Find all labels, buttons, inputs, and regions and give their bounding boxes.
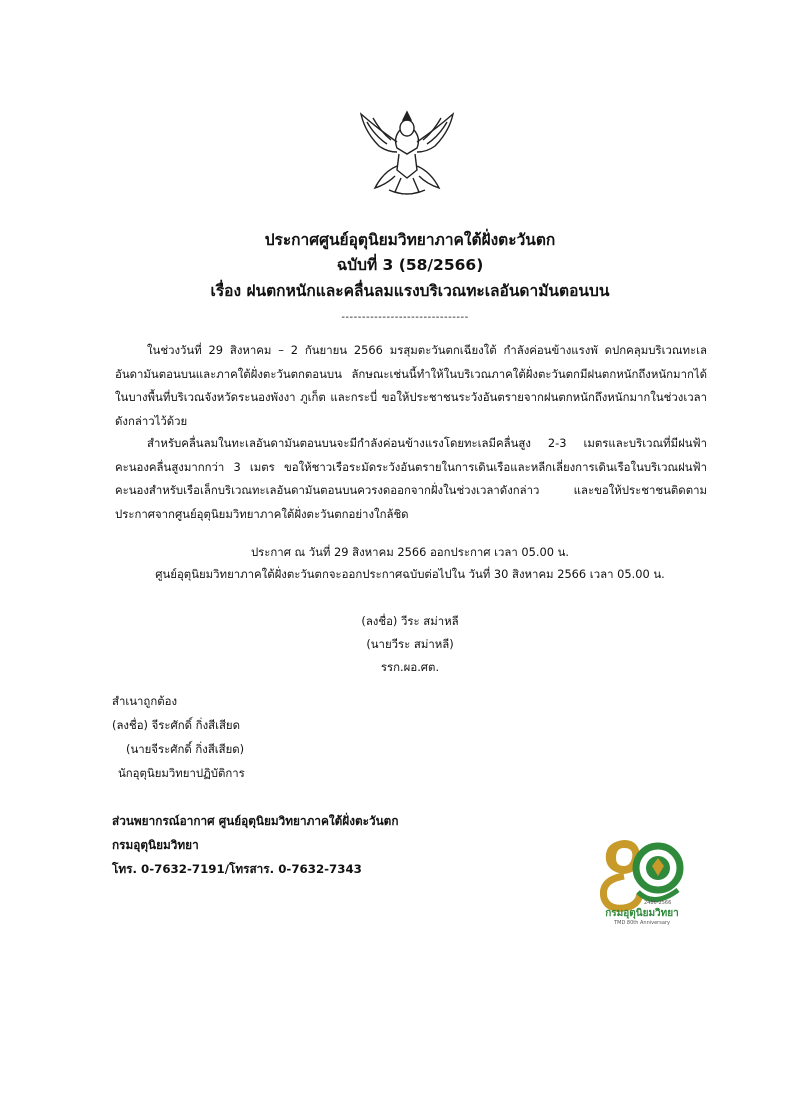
tmd-80th-anniversary-logo-icon <box>594 832 690 928</box>
certified-copy-name: (นายจีระศักดิ์ กิ่งสีเสียด) <box>126 742 245 756</box>
garuda-emblem-icon <box>353 108 461 200</box>
announcement-title: ประกาศศูนย์อุตุนิยมวิทยาภาคใต้ฝั่งตะวันตก <box>264 231 556 249</box>
footer-division: ส่วนพยากรณ์อากาศ ศูนย์อุตุนิยมวิทยาภาคใต้ฝั่งตะวันตก <box>112 814 399 828</box>
announcement-subject: เรื่อง ฝนตกหนักและคลื่นลมแรงบริเวณทะเลอันดามันตอนบน <box>210 282 610 300</box>
logo-name: กรมอุตุนิยมวิทยา <box>605 908 679 919</box>
signature-position: รรก.ผอ.ศต. <box>380 660 440 674</box>
body-paragraph-rain: ในช่วงวันที่ 29 สิงหาคม – 2 กันยายน 2566 มรสุมตะวันตกเฉียงใต้ กำลังค่อนข้างแรงพั ดปกคลุมบริเวณทะเลอันดามันตอนบนและภาคใต้ฝั่งตะวันตกตอนบน ลักษณะเช่นนี้ทำให้ในบริเวณภาคใต้ฝั่งตะวันตกมีฝนตกหนักถึงหนักมากได้ในบางพื้นที่บริเวณจังหวัดระนองพังงา ภูเก็ต และกระบี่ ขอให้ประชาชนระวังอันตรายจากฝนตกหนักถึงหนักมากในช่วงเวลาดังกล่าวไว้ด้วย <box>115 343 707 428</box>
logo-tagline: TMD 80th Anniversary <box>614 920 670 926</box>
body-paragraph-waves: สำหรับคลื่นลมในทะเลอันดามันตอนบนจะมีกำลังค่อนข้างแรงโดยทะเลมีคลื่นสูง 2-3 เมตรและบริเวณที่มีฝนฟ้าคะนองคลื่นสูงมากกว่า 3 เมตร ขอให้ชาวเรือระมัดระวังอันตรายในการเดินเรือและหลีกเลี่ยงการเดินเรือในบริเวณฝนฟ้าคะนองสำหรับเรือเล็กบริเวณทะเลอันดามันตอนบนควรงดออกจากฝั่งในช่วงเวลาดังกล่าว และขอให้ประชาชนติดตามประกาศจากศูนย์อุตุนิยมวิทยาภาคใต้ฝั่งตะวันตกอย่างใกล้ชิด <box>115 436 707 521</box>
signature-name: (นายวีระ สม่าหลี) <box>366 637 454 651</box>
certified-copy-heading: สำเนาถูกต้อง <box>112 694 178 708</box>
certified-copy-position: นักอุตุนิยมวิทยาปฏิบัติการ <box>118 766 245 780</box>
certified-copy-signed: (ลงชื่อ) จีระศักดิ์ กิ่งสีเสียด <box>112 718 241 732</box>
footer-contact: โทร. 0-7632-7191/โทรสาร. 0-7632-7343 <box>112 862 362 876</box>
next-issue-line: ศูนย์อุตุนิยมวิทยาภาคใต้ฝั่งตะวันตกจะออกประกาศฉบับต่อไปใน วันที่ 30 สิงหาคม 2566 เวลา 05.00 น. <box>155 567 665 581</box>
separator-line: ------------------------------- <box>341 312 469 323</box>
issue-date-line: ประกาศ ณ วันที่ 29 สิงหาคม 2566 ออกประกาศ เวลา 05.00 น. <box>250 545 570 559</box>
issue-number: ฉบับที่ 3 (58/2566) <box>336 256 484 274</box>
logo-years: 2486-2566 <box>644 900 672 906</box>
footer-department: กรมอุตุนิยมวิทยา <box>112 838 199 852</box>
signature-signed: (ลงชื่อ) วีระ สม่าหลี <box>361 614 459 628</box>
